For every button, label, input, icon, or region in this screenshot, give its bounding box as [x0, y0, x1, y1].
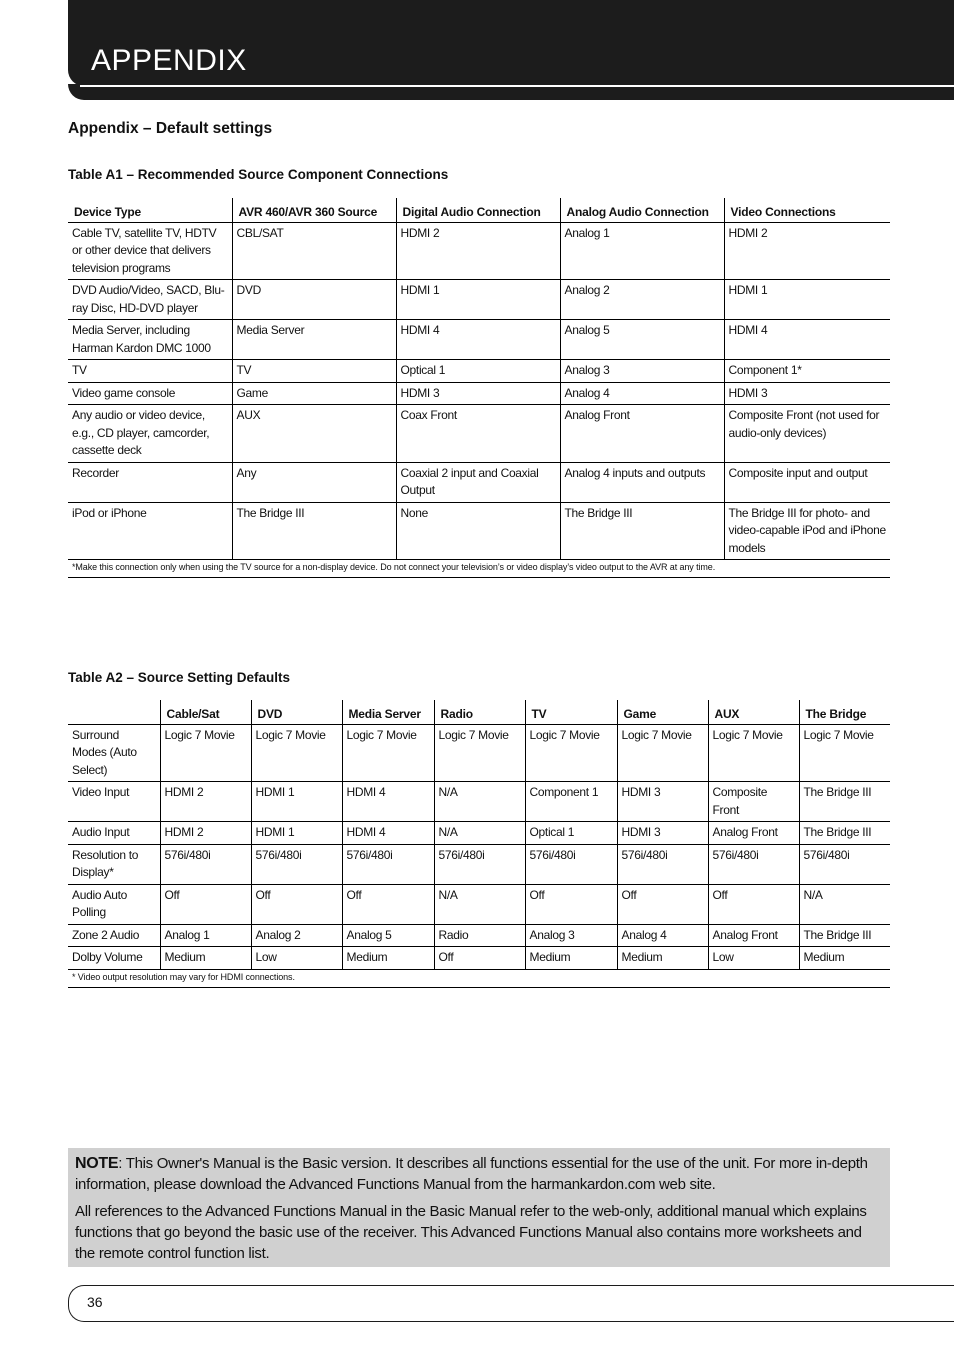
table-a1-row	[68, 462, 890, 502]
table-a2-cell: Analog 1	[160, 924, 251, 947]
table-a2-cell: Logic 7 Movie	[525, 724, 617, 782]
table-a2-cell: Radio	[434, 924, 525, 947]
note-text: : This Owner's Manual is the Basic version. It describes all functions essential for the use of the unit. For more in-depth information, please download the Advanced Functions Manual from the harmankardon.com web site.	[75, 1155, 868, 1193]
note-box	[68, 1148, 890, 1267]
table-a2-cell: Off	[434, 947, 525, 970]
table-a1-cell: HDMI 3	[396, 382, 560, 405]
table-a1-cell: CBL/SAT	[232, 222, 396, 280]
table-a1	[68, 198, 890, 578]
table-a2-header-cell: Cable/Sat	[160, 700, 251, 724]
table-a2-cell: The Bridge III	[799, 782, 890, 822]
table-a1-row	[68, 222, 890, 280]
table-a1-cell: The Bridge III	[560, 502, 724, 560]
table-a2-header-cell	[68, 700, 160, 724]
table-a2-cell: Analog 2	[251, 924, 342, 947]
table-a2-cell: Medium	[160, 947, 251, 970]
table-a2-cell: 576i/480i	[160, 844, 251, 884]
page-title: APPENDIX	[91, 44, 247, 77]
section-title: Appendix – Default settings	[68, 120, 273, 137]
table-a1-cell: HDMI 4	[396, 320, 560, 360]
table-a1-cell: Coax Front	[396, 405, 560, 463]
table-a1-header-cell: Digital Audio Connection	[396, 198, 560, 222]
page-number: 36	[87, 1294, 103, 1310]
table-a2-header-cell: Game	[617, 700, 708, 724]
note-label: NOTE	[75, 1155, 119, 1172]
table-a2-cell: Analog 4	[617, 924, 708, 947]
table-a2-cell: Medium	[617, 947, 708, 970]
table-a1-cell: Media Server	[232, 320, 396, 360]
table-a1-header-cell: Analog Audio Connection	[560, 198, 724, 222]
note-paragraph	[75, 1153, 883, 1195]
table-a1-cell: HDMI 2	[724, 222, 890, 280]
table-a1-cell: TV	[232, 360, 396, 383]
table-a2-row	[68, 844, 890, 884]
table-a2-row	[68, 947, 890, 970]
table-a2-cell: Medium	[525, 947, 617, 970]
table-a1-row	[68, 360, 890, 383]
table-a1-cell: Any audio or video device, e.g., CD player, camcorder, cassette deck	[68, 405, 232, 463]
table-a2-header-cell: Media Server	[342, 700, 434, 724]
table-a1-footnote-row	[68, 560, 890, 578]
table-a2-cell: Analog 3	[525, 924, 617, 947]
table-a1-cell: HDMI 4	[724, 320, 890, 360]
table-a2-row	[68, 724, 890, 782]
footer-bar	[68, 1285, 954, 1322]
table-a2-cell: Off	[160, 884, 251, 924]
table-a2-cell: Medium	[799, 947, 890, 970]
table-a1-header-cell: Device Type	[68, 198, 232, 222]
table-a2-row	[68, 884, 890, 924]
table-a2-cell: N/A	[434, 884, 525, 924]
table-a1-cell: HDMI 1	[724, 280, 890, 320]
table-a2-cell: Audio Input	[68, 822, 160, 845]
table-a2-cell: 576i/480i	[251, 844, 342, 884]
table-a2-cell: The Bridge III	[799, 822, 890, 845]
table-a2-footnote: * Video output resolution may vary for HDMI connections.	[68, 969, 890, 987]
table-a1-cell: Coaxial 2 input and Coaxial Output	[396, 462, 560, 502]
table-a2-cell: HDMI 2	[160, 782, 251, 822]
table-a1-cell: Media Server, including Harman Kardon DMC 1000	[68, 320, 232, 360]
table-a2-header-row	[68, 700, 890, 724]
table-a1-title: Table A1 – Recommended Source Component Connections	[68, 167, 449, 182]
table-a1-cell: Game	[232, 382, 396, 405]
table-a1-row	[68, 382, 890, 405]
table-a2-cell: HDMI 4	[342, 782, 434, 822]
table-a1-cell: Analog 2	[560, 280, 724, 320]
table-a1-row	[68, 320, 890, 360]
table-a2-cell: Logic 7 Movie	[342, 724, 434, 782]
table-a1-cell: Any	[232, 462, 396, 502]
table-a2-cell: Logic 7 Movie	[799, 724, 890, 782]
table-a2-cell: Medium	[342, 947, 434, 970]
table-a1-cell: HDMI 2	[396, 222, 560, 280]
table-a2-footnote-row	[68, 969, 890, 987]
table-a2-cell: Logic 7 Movie	[617, 724, 708, 782]
table-a2	[68, 700, 890, 988]
table-a2-header-cell: TV	[525, 700, 617, 724]
table-a2-cell: Logic 7 Movie	[434, 724, 525, 782]
table-a2-cell: Analog 5	[342, 924, 434, 947]
table-a2-header-cell: Radio	[434, 700, 525, 724]
table-a2-cell: 576i/480i	[708, 844, 799, 884]
table-a2-cell: HDMI 1	[251, 822, 342, 845]
table-a1-row	[68, 502, 890, 560]
note-paragraph: All references to the Advanced Functions Manual in the Basic Manual refer to the web-only, additional manual which explains functions that go beyond the basic use of the receiver. This Advanced Functions Manual also contains more worksheets and the remote control function list.	[75, 1203, 867, 1262]
table-a2-cell: Logic 7 Movie	[160, 724, 251, 782]
table-a2-cell: N/A	[434, 782, 525, 822]
table-a2-cell: The Bridge III	[799, 924, 890, 947]
table-a2-cell: 576i/480i	[525, 844, 617, 884]
table-a2-header-cell: The Bridge	[799, 700, 890, 724]
table-a2-row	[68, 822, 890, 845]
table-a1-cell: Recorder	[68, 462, 232, 502]
table-a1-cell: None	[396, 502, 560, 560]
table-a2-title: Table A2 – Source Setting Defaults	[68, 670, 291, 685]
table-a2-cell: Audio Auto Polling	[68, 884, 160, 924]
table-a1-cell: HDMI 1	[396, 280, 560, 320]
table-a1-cell: Component 1*	[724, 360, 890, 383]
table-a2-cell: Surround Modes (Auto Select)	[68, 724, 160, 782]
table-a2-cell: Zone 2 Audio	[68, 924, 160, 947]
table-a2-cell: N/A	[434, 822, 525, 845]
table-a1-cell: TV	[68, 360, 232, 383]
table-a2-cell: N/A	[799, 884, 890, 924]
table-a1-header-cell: Video Connections	[724, 198, 890, 222]
table-a2-header-cell: AUX	[708, 700, 799, 724]
table-a2-cell: Analog Front	[708, 924, 799, 947]
table-a2-cell: 576i/480i	[342, 844, 434, 884]
table-a2-cell: 576i/480i	[434, 844, 525, 884]
table-a1-cell: Analog 4	[560, 382, 724, 405]
table-a1-cell: Cable TV, satellite TV, HDTV or other device that delivers television programs	[68, 222, 232, 280]
table-a2-header-cell: DVD	[251, 700, 342, 724]
table-a1-cell: Analog 5	[560, 320, 724, 360]
table-a1-cell: Analog 1	[560, 222, 724, 280]
table-a1-cell: Analog 3	[560, 360, 724, 383]
table-a2-cell: HDMI 3	[617, 822, 708, 845]
table-a1-cell: Optical 1	[396, 360, 560, 383]
table-a1-cell: AUX	[232, 405, 396, 463]
table-a1-cell: Analog Front	[560, 405, 724, 463]
table-a2-cell: Component 1	[525, 782, 617, 822]
table-a2-cell: Optical 1	[525, 822, 617, 845]
table-a1-row	[68, 405, 890, 463]
table-a2-cell: HDMI 3	[617, 782, 708, 822]
table-a1-footnote: *Make this connection only when using the TV source for a non-display device. Do not connect your television’s or video display’s video output to the AVR at any time.	[68, 560, 890, 578]
table-a2-cell: 576i/480i	[799, 844, 890, 884]
table-a2-cell: Low	[708, 947, 799, 970]
table-a2-cell: Off	[251, 884, 342, 924]
table-a2-cell: Low	[251, 947, 342, 970]
table-a1-header-row	[68, 198, 890, 222]
table-a1-cell: HDMI 3	[724, 382, 890, 405]
table-a1-cell: Composite Front (not used for audio-only devices)	[724, 405, 890, 463]
table-a2-cell: Resolution to Display*	[68, 844, 160, 884]
table-a2-cell: Video Input	[68, 782, 160, 822]
table-a1-cell: iPod or iPhone	[68, 502, 232, 560]
table-a2-cell: Composite Front	[708, 782, 799, 822]
table-a1-cell: Video game console	[68, 382, 232, 405]
header-divider	[80, 85, 954, 87]
table-a2-cell: Dolby Volume	[68, 947, 160, 970]
table-a2-cell: Off	[617, 884, 708, 924]
table-a1-cell: The Bridge III for photo- and video-capable iPod and iPhone models	[724, 502, 890, 560]
table-a2-cell: Logic 7 Movie	[708, 724, 799, 782]
table-a2-cell: Off	[708, 884, 799, 924]
table-a2-cell: Off	[525, 884, 617, 924]
table-a2-cell: 576i/480i	[617, 844, 708, 884]
table-a2-row	[68, 924, 890, 947]
table-a1-cell: The Bridge III	[232, 502, 396, 560]
table-a2-cell: HDMI 2	[160, 822, 251, 845]
table-a2-cell: Off	[342, 884, 434, 924]
table-a1-header-cell: AVR 460/AVR 360 Source	[232, 198, 396, 222]
table-a1-row	[68, 280, 890, 320]
table-a1-cell: DVD Audio/Video, SACD, Blu-ray Disc, HD-DVD player	[68, 280, 232, 320]
table-a2-row	[68, 782, 890, 822]
table-a2-cell: Logic 7 Movie	[251, 724, 342, 782]
table-a1-cell: DVD	[232, 280, 396, 320]
table-a1-cell: Analog 4 inputs and outputs	[560, 462, 724, 502]
table-a2-cell: HDMI 4	[342, 822, 434, 845]
table-a2-cell: HDMI 1	[251, 782, 342, 822]
table-a2-cell: Analog Front	[708, 822, 799, 845]
table-a1-cell: Composite input and output	[724, 462, 890, 502]
